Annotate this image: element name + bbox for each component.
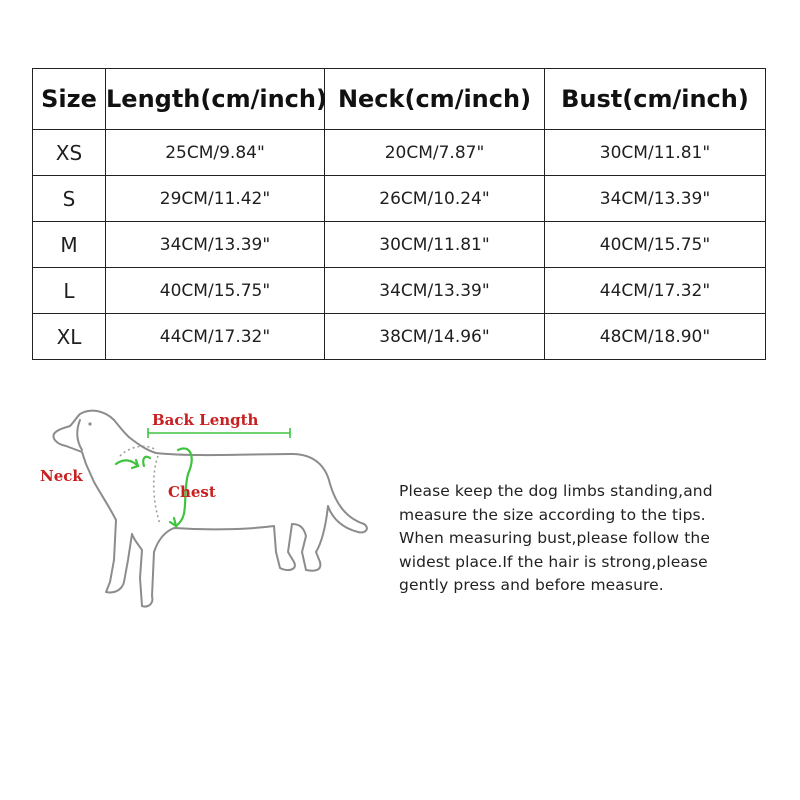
measurement-tips bbox=[399, 480, 759, 598]
table-row bbox=[33, 222, 766, 268]
length-cell: 44CM/17.32" bbox=[106, 314, 325, 360]
chest-arrow-icon bbox=[143, 457, 150, 466]
neck-cell: 38CM/14.96" bbox=[325, 314, 545, 360]
dog-ear-icon bbox=[77, 420, 82, 450]
bust-cell: 34CM/13.39" bbox=[545, 176, 766, 222]
bust-cell: 30CM/11.81" bbox=[545, 130, 766, 176]
neck-cell: 34CM/13.39" bbox=[325, 268, 545, 314]
neck-cell: 26CM/10.24" bbox=[325, 176, 545, 222]
length-cell: 40CM/15.75" bbox=[106, 268, 325, 314]
tip-line: When measuring bust,please follow the bbox=[399, 529, 710, 547]
header-bust: Bust(cm/inch) bbox=[545, 69, 766, 130]
header-size: Size bbox=[33, 69, 106, 130]
table-row bbox=[33, 314, 766, 360]
dog-eye-icon bbox=[88, 422, 91, 425]
neck-cell: 20CM/7.87" bbox=[325, 130, 545, 176]
tip-line: Please keep the dog limbs standing,and bbox=[399, 482, 713, 500]
chest-guide-icon bbox=[154, 456, 160, 524]
tip-line: gently press and before measure. bbox=[399, 576, 664, 594]
size-cell: XS bbox=[33, 130, 106, 176]
table-row bbox=[33, 130, 766, 176]
header-neck: Neck(cm/inch) bbox=[325, 69, 545, 130]
chest-label: Chest bbox=[168, 483, 216, 501]
chest-arrow-head-icon bbox=[170, 518, 176, 526]
table-row bbox=[33, 176, 766, 222]
bust-cell: 48CM/18.90" bbox=[545, 314, 766, 360]
neck-cell: 30CM/11.81" bbox=[325, 222, 545, 268]
bust-cell: 40CM/15.75" bbox=[545, 222, 766, 268]
tip-line: widest place.If the hair is strong,please bbox=[399, 552, 708, 571]
neck-label: Neck bbox=[40, 467, 83, 485]
dog-outline-icon bbox=[54, 411, 367, 607]
neck-arrow-icon bbox=[116, 460, 138, 466]
length-cell: 29CM/11.42" bbox=[106, 176, 325, 222]
length-cell: 34CM/13.39" bbox=[106, 222, 325, 268]
size-chart-table bbox=[32, 68, 766, 360]
tip-line: measure the size according to the tips. bbox=[399, 505, 706, 524]
size-cell: XL bbox=[33, 314, 106, 360]
size-cell: S bbox=[33, 176, 106, 222]
dog-measurement-diagram bbox=[24, 400, 374, 625]
back-length-label: Back Length bbox=[152, 411, 259, 429]
length-cell: 25CM/9.84" bbox=[106, 130, 325, 176]
size-cell: M bbox=[33, 222, 106, 268]
table-row bbox=[33, 268, 766, 314]
size-cell: L bbox=[33, 268, 106, 314]
bust-cell: 44CM/17.32" bbox=[545, 268, 766, 314]
table-header-row bbox=[33, 69, 766, 130]
header-length: Length(cm/inch) bbox=[106, 69, 325, 130]
